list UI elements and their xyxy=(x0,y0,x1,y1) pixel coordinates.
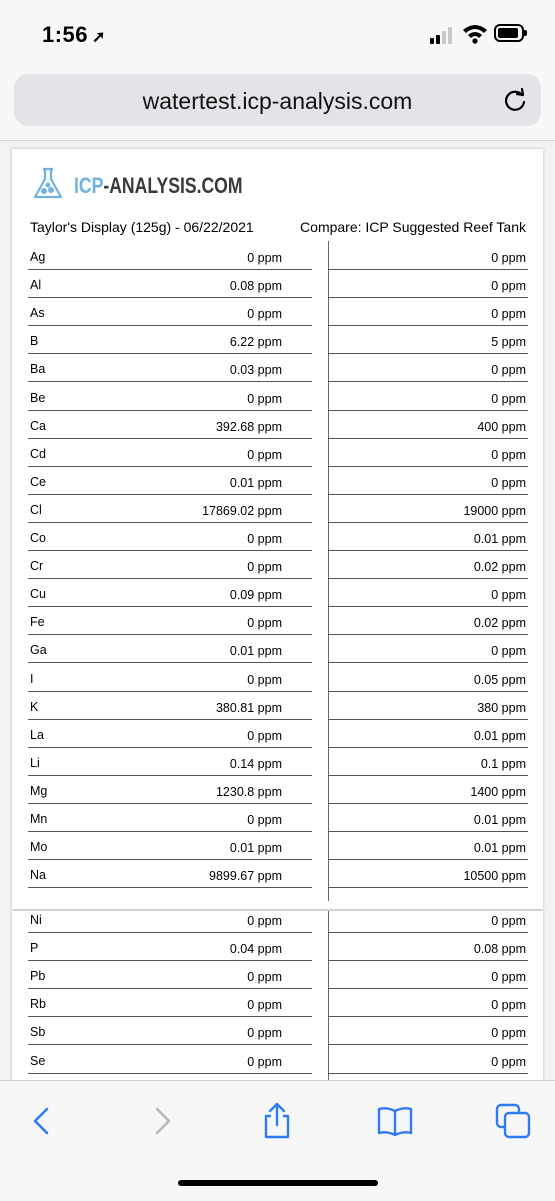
reload-icon[interactable] xyxy=(501,86,529,114)
table-row xyxy=(28,579,528,607)
compare-value: 380 ppm xyxy=(477,700,526,715)
report-page-2 xyxy=(12,911,543,1080)
element-symbol: Cd xyxy=(30,446,46,461)
test-value: 9899.67 ppm xyxy=(209,869,282,884)
test-value: 0.03 ppm xyxy=(229,363,282,378)
table-row xyxy=(28,776,528,804)
test-value: 392.68 ppm xyxy=(215,419,282,434)
test-value: 380.81 ppm xyxy=(215,700,282,715)
element-symbol: Ni xyxy=(30,913,42,927)
test-value: 0 ppm xyxy=(247,532,282,546)
compare-value: 0 ppm xyxy=(491,998,526,1013)
compare-value: 0.02 ppm xyxy=(473,560,526,575)
compare-value: 0 ppm xyxy=(491,1054,526,1069)
element-symbol: Fe xyxy=(30,615,45,630)
element-symbol: I xyxy=(30,671,34,686)
table-row xyxy=(28,720,528,748)
test-value: 0 ppm xyxy=(247,391,282,406)
table-row xyxy=(28,242,528,270)
compare-value: 0 ppm xyxy=(491,475,526,490)
table-row xyxy=(28,905,528,933)
cellular-signal-icon xyxy=(430,26,456,44)
compare-value: 0.1 ppm xyxy=(480,756,526,771)
table-row xyxy=(28,383,528,411)
table-row xyxy=(28,933,528,961)
forward-icon[interactable] xyxy=(142,1101,182,1141)
element-symbol: B xyxy=(30,334,39,349)
compare-value: 0.05 ppm xyxy=(473,672,526,687)
table-row xyxy=(28,860,528,888)
element-symbol: Rb xyxy=(30,997,46,1012)
test-value: 0.01 ppm xyxy=(229,475,282,490)
compare-value: 0.01 ppm xyxy=(473,532,526,546)
table-row xyxy=(28,1017,528,1045)
table-row xyxy=(28,551,528,579)
test-value: 17869.02 ppm xyxy=(202,503,282,518)
element-symbol: Mn xyxy=(30,812,48,826)
element-symbol: As xyxy=(30,306,45,321)
element-symbol: Co xyxy=(30,531,46,545)
compare-value: 0 ppm xyxy=(491,363,526,378)
compare-value: 0 ppm xyxy=(491,307,526,322)
test-value: 0 ppm xyxy=(247,447,282,462)
element-symbol: Na xyxy=(30,868,46,883)
compare-value: 0 ppm xyxy=(491,447,526,462)
test-value: 0 ppm xyxy=(247,970,282,985)
test-value: 0 ppm xyxy=(247,914,282,928)
home-indicator xyxy=(178,1180,378,1186)
compare-value: 10500 ppm xyxy=(463,869,526,884)
test-value: 0 ppm xyxy=(247,616,282,631)
test-title: Taylor's Display (125g) - 06/22/2021 xyxy=(30,219,254,235)
compare-value: 0 ppm xyxy=(491,914,526,928)
compare-value: 0.02 ppm xyxy=(473,616,526,631)
element-symbol: Ce xyxy=(30,474,46,489)
compare-value: 0 ppm xyxy=(491,251,526,265)
test-value: 0 ppm xyxy=(247,813,282,827)
element-symbol: Se xyxy=(30,1053,46,1068)
compare-value: 0 ppm xyxy=(491,391,526,406)
element-symbol: Sb xyxy=(30,1025,46,1040)
element-symbol: Ca xyxy=(30,418,46,433)
report-page-1 xyxy=(12,149,543,909)
back-icon[interactable] xyxy=(22,1101,62,1141)
element-symbol: Mg xyxy=(30,783,48,798)
test-value: 0.04 ppm xyxy=(229,942,282,957)
test-value: 0 ppm xyxy=(247,251,282,265)
test-value: 6.22 ppm xyxy=(229,335,282,350)
logo-text: ICP-ANALYSIS.COM xyxy=(74,173,243,198)
address-bar[interactable] xyxy=(14,74,541,126)
compare-value: 1400 ppm xyxy=(470,784,526,799)
test-value: 0.08 ppm xyxy=(229,279,282,294)
url-text[interactable]: watertest.icp-analysis.com xyxy=(142,88,413,114)
table-row xyxy=(28,326,528,354)
compare-value: 19000 ppm xyxy=(463,503,526,518)
compare-value: 0 ppm xyxy=(491,644,526,659)
table-row xyxy=(28,664,528,692)
row-underline xyxy=(28,887,312,888)
element-symbol: Li xyxy=(30,755,40,770)
bookmarks-icon[interactable] xyxy=(375,1101,415,1141)
element-symbol: Pb xyxy=(30,969,46,984)
table-row xyxy=(28,832,528,860)
table-row xyxy=(28,298,528,326)
test-value: 0 ppm xyxy=(247,307,282,322)
status-bar xyxy=(0,0,555,70)
compare-value: 0.01 ppm xyxy=(473,813,526,827)
compare-value: 0 ppm xyxy=(491,279,526,294)
table-row xyxy=(28,804,528,832)
compare-value: 0.01 ppm xyxy=(473,841,526,856)
web-page-content xyxy=(0,141,555,1080)
location-arrow-icon: ➚ xyxy=(92,29,106,46)
element-symbol: K xyxy=(30,699,39,714)
table-row xyxy=(28,439,528,467)
test-value: 0 ppm xyxy=(247,998,282,1013)
element-symbol: P xyxy=(30,941,39,956)
test-value: 0 ppm xyxy=(247,728,282,743)
battery-icon xyxy=(494,24,524,42)
element-symbol: Ga xyxy=(30,643,47,658)
compare-value: 0 ppm xyxy=(491,970,526,985)
element-symbol: Ba xyxy=(30,362,46,377)
table-row xyxy=(28,270,528,298)
test-value: 0.14 ppm xyxy=(229,756,282,771)
wifi-icon xyxy=(462,22,488,44)
compare-value: 5 ppm xyxy=(491,335,526,350)
table-row xyxy=(28,523,528,551)
table-row xyxy=(28,748,528,776)
element-symbol: Ag xyxy=(30,250,46,264)
row-underline xyxy=(328,887,528,888)
test-value: 0.09 ppm xyxy=(229,588,282,603)
table-row xyxy=(28,411,528,439)
table-row xyxy=(28,467,528,495)
compare-value: 400 ppm xyxy=(477,419,526,434)
element-symbol: Cl xyxy=(30,502,42,517)
table-row xyxy=(28,1046,528,1074)
element-symbol: Cr xyxy=(30,559,44,574)
test-value: 0 ppm xyxy=(247,672,282,687)
row-underline xyxy=(28,1073,312,1074)
element-symbol: Al xyxy=(30,278,42,293)
share-icon[interactable] xyxy=(257,1101,297,1141)
icp-analysis-logo xyxy=(30,167,243,201)
test-value: 1230.8 ppm xyxy=(215,784,282,799)
table-row xyxy=(28,961,528,989)
element-symbol: Be xyxy=(30,390,46,405)
compare-value: 0 ppm xyxy=(491,588,526,603)
table-row xyxy=(28,635,528,663)
test-value: 0.01 ppm xyxy=(229,841,282,856)
table-row xyxy=(28,607,528,635)
compare-value: 0.08 ppm xyxy=(473,942,526,957)
status-time: 1:56 ➚ xyxy=(42,22,106,47)
row-underline xyxy=(328,1073,528,1074)
table-row xyxy=(28,354,528,382)
flask-icon xyxy=(30,167,66,201)
test-value: 0 ppm xyxy=(247,1054,282,1069)
compare-value: 0.01 ppm xyxy=(473,728,526,743)
table-row xyxy=(28,692,528,720)
table-row xyxy=(28,495,528,523)
element-symbol: Cu xyxy=(30,587,46,602)
compare-title: Compare: ICP Suggested Reef Tank xyxy=(300,219,526,235)
browser-address-area xyxy=(0,70,555,141)
tabs-icon[interactable] xyxy=(493,1101,533,1141)
element-symbol: Mo xyxy=(30,840,48,855)
test-value: 0 ppm xyxy=(247,560,282,575)
element-symbol: La xyxy=(30,727,44,742)
compare-value: 0 ppm xyxy=(491,1026,526,1041)
test-value: 0.01 ppm xyxy=(229,644,282,659)
test-value: 0 ppm xyxy=(247,1026,282,1041)
table-row xyxy=(28,989,528,1017)
